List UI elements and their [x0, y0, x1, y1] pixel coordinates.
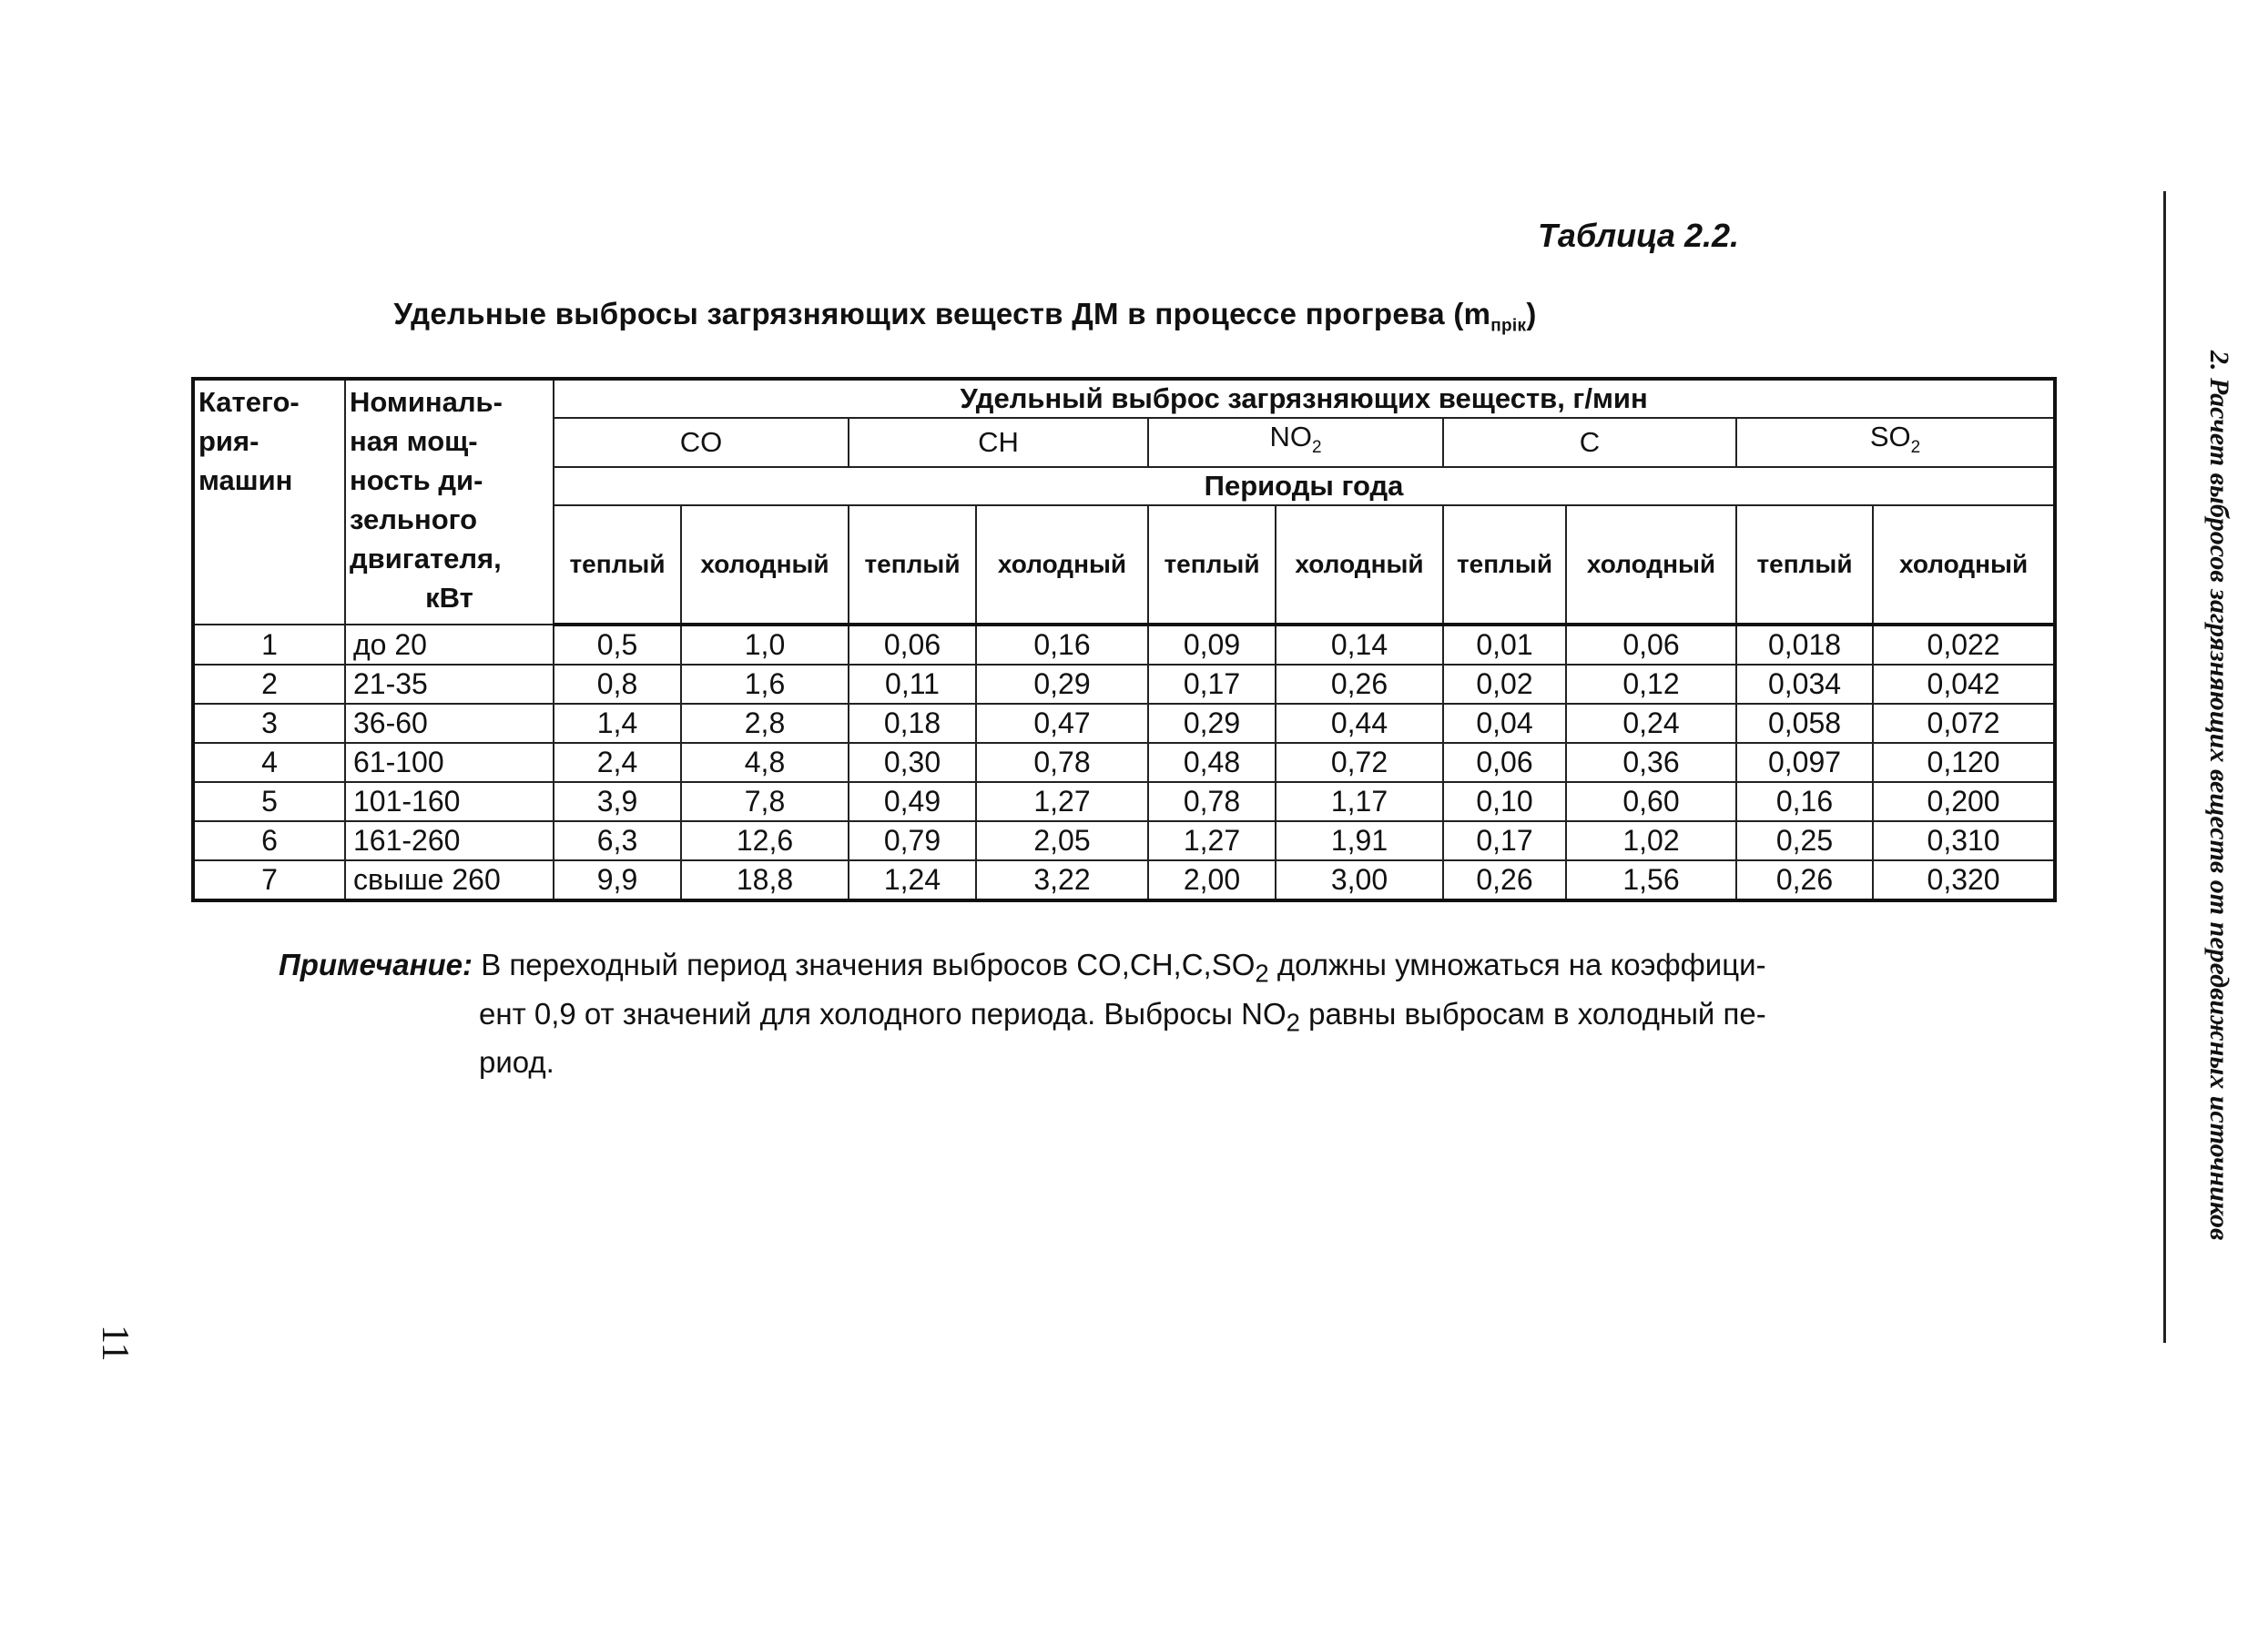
table-note: [279, 945, 1917, 1082]
season-cold: холодный: [1873, 505, 2055, 625]
note-subscript: 2: [1255, 959, 1269, 988]
value-cell: 0,78: [1148, 782, 1276, 821]
note-subscript: 2: [1286, 1008, 1300, 1037]
value-cell: 0,18: [849, 704, 976, 743]
value-cell: 0,06: [1566, 625, 1736, 665]
pollutant-subscript: 2: [1910, 438, 1921, 458]
power-header-line: двигателя,: [350, 543, 502, 574]
value-cell: 0,30: [849, 743, 976, 782]
value-cell: 0,26: [1443, 860, 1566, 900]
pollutant-header-c: [1443, 418, 1736, 467]
value-cell: 2,05: [976, 821, 1148, 860]
power-header: [345, 379, 554, 625]
value-cell: 0,24: [1566, 704, 1736, 743]
value-cell: 0,09: [1148, 625, 1276, 665]
note-line: [279, 994, 1917, 1043]
pollutant-header-ch: [849, 418, 1148, 467]
category-header: [193, 379, 345, 625]
value-cell: 0,12: [1566, 665, 1736, 704]
category-cell: 5: [193, 782, 345, 821]
season-cold: холодный: [976, 505, 1148, 625]
value-cell: 0,01: [1443, 625, 1566, 665]
value-cell: 0,60: [1566, 782, 1736, 821]
category-cell: 3: [193, 704, 345, 743]
pollutant-name: CH: [978, 426, 1019, 459]
value-cell: 0,058: [1736, 704, 1873, 743]
caption-close: ): [1526, 297, 1537, 330]
value-cell: 1,27: [1148, 821, 1276, 860]
power-header-line: кВт: [425, 582, 473, 614]
caption-subscript: прік: [1490, 316, 1527, 336]
value-cell: 0,042: [1873, 665, 2055, 704]
value-cell: 12,6: [681, 821, 849, 860]
note-label: Примечание:: [279, 948, 473, 981]
category-cell: 7: [193, 860, 345, 900]
pollutant-name: NO: [1269, 421, 1312, 452]
value-cell: 2,00: [1148, 860, 1276, 900]
value-cell: 1,0: [681, 625, 849, 665]
value-cell: 0,072: [1873, 704, 2055, 743]
season-cold: холодный: [681, 505, 849, 625]
value-cell: 0,26: [1276, 665, 1443, 704]
value-cell: 0,47: [976, 704, 1148, 743]
value-cell: 0,10: [1443, 782, 1566, 821]
power-header-line: ность ди-: [350, 464, 483, 496]
value-cell: 0,17: [1443, 821, 1566, 860]
value-cell: 0,49: [849, 782, 976, 821]
pollutant-header-so2: [1736, 418, 2055, 467]
value-cell: 0,17: [1148, 665, 1276, 704]
table-row: [193, 704, 2055, 743]
pollutant-header-no2: [1148, 418, 1443, 467]
pollutant-subscript: 2: [1311, 438, 1322, 458]
note-text: В переходный период значения выбросов CO,CH,C,SO: [473, 948, 1256, 981]
value-cell: 0,78: [976, 743, 1148, 782]
power-header-line: зельного: [350, 503, 478, 535]
table-row: [193, 743, 2055, 782]
value-cell: 6,3: [554, 821, 681, 860]
value-cell: 0,018: [1736, 625, 1873, 665]
value-cell: 1,56: [1566, 860, 1736, 900]
note-text: ент 0,9 от значений для холодного периода. Выбросы NO: [479, 996, 1287, 1031]
category-cell: 2: [193, 665, 345, 704]
value-cell: 0,8: [554, 665, 681, 704]
power-cell: 101-160: [345, 782, 554, 821]
table-number: Таблица 2.2.: [1537, 217, 1739, 254]
value-cell: 3,22: [976, 860, 1148, 900]
page-number: 11: [94, 1325, 136, 1362]
table-row: [193, 821, 2055, 860]
pollutant-header-co: [554, 418, 849, 467]
season-warm: теплый: [1736, 505, 1873, 625]
note-text: должны умножаться на коэффици-: [1268, 948, 1766, 981]
note-line: риод.: [479, 1045, 554, 1080]
power-cell: 161-260: [345, 821, 554, 860]
value-cell: 0,320: [1873, 860, 2055, 900]
season-warm: теплый: [554, 505, 681, 625]
side-rule: [2163, 191, 2166, 1343]
value-cell: 0,48: [1148, 743, 1276, 782]
category-header-line: машин: [198, 464, 293, 496]
caption-text: Удельные выбросы загрязняющих веществ ДМ в процессе прогрева (m: [393, 297, 1491, 330]
emission-group-header: Удельный выброс загрязняющих веществ, г/мин: [554, 379, 2055, 418]
note-line: [279, 945, 1917, 994]
value-cell: 9,9: [554, 860, 681, 900]
value-cell: 0,26: [1736, 860, 1873, 900]
season-warm: теплый: [1443, 505, 1566, 625]
power-cell: до 20: [345, 625, 554, 665]
value-cell: 0,06: [849, 625, 976, 665]
value-cell: 1,4: [554, 704, 681, 743]
emissions-table: [191, 377, 2057, 902]
value-cell: 0,04: [1443, 704, 1566, 743]
value-cell: 0,79: [849, 821, 976, 860]
category-header-line: Катего-: [198, 386, 300, 418]
value-cell: 1,91: [1276, 821, 1443, 860]
note-text: равны выбросам в холодный пе-: [1299, 996, 1766, 1031]
value-cell: 0,29: [976, 665, 1148, 704]
value-cell: 1,02: [1566, 821, 1736, 860]
power-header-line: ная мощ-: [350, 425, 478, 457]
pollutant-name: C: [1579, 426, 1601, 459]
table-row: [193, 665, 2055, 704]
category-cell: 6: [193, 821, 345, 860]
value-cell: 2,4: [554, 743, 681, 782]
season-warm: теплый: [1148, 505, 1276, 625]
table-row: [193, 782, 2055, 821]
power-cell: 21-35: [345, 665, 554, 704]
value-cell: 0,44: [1276, 704, 1443, 743]
value-cell: 0,11: [849, 665, 976, 704]
value-cell: 0,310: [1873, 821, 2055, 860]
category-header-line: рия-: [198, 425, 259, 457]
value-cell: 3,00: [1276, 860, 1443, 900]
value-cell: 18,8: [681, 860, 849, 900]
value-cell: 1,27: [976, 782, 1148, 821]
value-cell: 0,14: [1276, 625, 1443, 665]
value-cell: 0,16: [976, 625, 1148, 665]
periods-header: Периоды года: [554, 467, 2055, 505]
value-cell: 0,06: [1443, 743, 1566, 782]
value-cell: 1,17: [1276, 782, 1443, 821]
value-cell: 0,36: [1566, 743, 1736, 782]
power-header-line: Номиналь-: [350, 386, 503, 418]
table-row: [193, 860, 2055, 900]
table-row: [193, 625, 2055, 665]
pollutant-name: CO: [679, 426, 723, 459]
value-cell: 0,72: [1276, 743, 1443, 782]
season-cold: холодный: [1566, 505, 1736, 625]
power-cell: 61-100: [345, 743, 554, 782]
value-cell: 3,9: [554, 782, 681, 821]
value-cell: 1,24: [849, 860, 976, 900]
category-cell: 1: [193, 625, 345, 665]
value-cell: 0,5: [554, 625, 681, 665]
season-cold: холодный: [1276, 505, 1443, 625]
table-caption: [191, 297, 1739, 337]
value-cell: 0,25: [1736, 821, 1873, 860]
value-cell: 0,097: [1736, 743, 1873, 782]
value-cell: 7,8: [681, 782, 849, 821]
value-cell: 0,29: [1148, 704, 1276, 743]
category-cell: 4: [193, 743, 345, 782]
value-cell: 0,034: [1736, 665, 1873, 704]
value-cell: 0,022: [1873, 625, 2055, 665]
value-cell: 4,8: [681, 743, 849, 782]
value-cell: 0,200: [1873, 782, 2055, 821]
season-warm: теплый: [849, 505, 976, 625]
value-cell: 0,02: [1443, 665, 1566, 704]
pollutant-name: SO: [1869, 421, 1911, 452]
table-body: [193, 625, 2055, 900]
power-cell: свыше 260: [345, 860, 554, 900]
power-cell: 36-60: [345, 704, 554, 743]
running-header: 2. Расчет выбросов загрязняющих веществ от передвижных источников: [2204, 351, 2234, 1241]
value-cell: 0,120: [1873, 743, 2055, 782]
value-cell: 0,16: [1736, 782, 1873, 821]
value-cell: 1,6: [681, 665, 849, 704]
value-cell: 2,8: [681, 704, 849, 743]
